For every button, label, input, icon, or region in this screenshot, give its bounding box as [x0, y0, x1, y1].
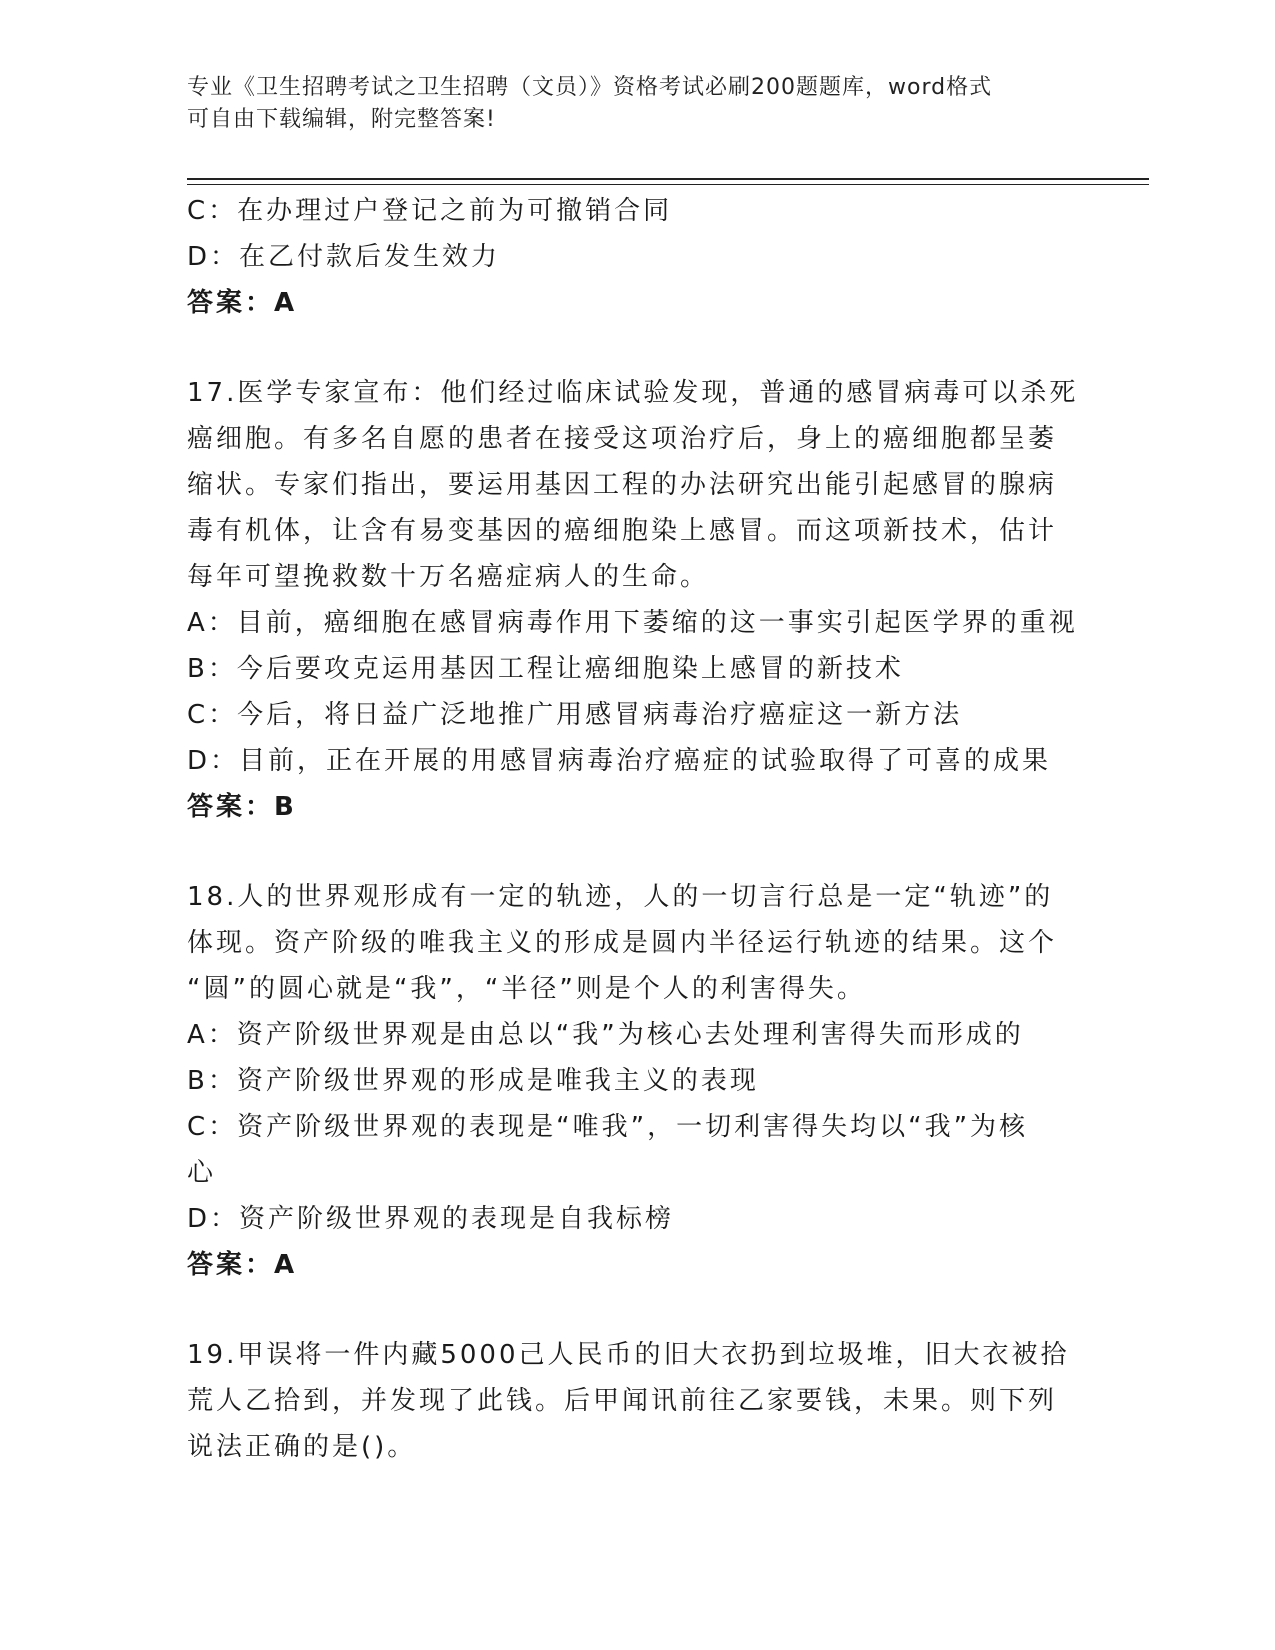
option-c: C：在办理过户登记之前为可撤销合同	[187, 196, 673, 226]
question-18	[187, 874, 1077, 1288]
question-17	[187, 370, 1077, 830]
option-d: D：在乙付款后发生效力	[187, 242, 501, 272]
question-stem-line: 每年可望挽救数十万名癌症病人的生命。	[187, 562, 710, 592]
option-b: B：今后要攻克运用基因工程让癌细胞染上感冒的新技术	[187, 654, 904, 684]
answer-label: 答案：B	[187, 792, 297, 822]
option-d: D：目前，正在开展的用感冒病毒治疗癌症的试验取得了可喜的成果	[187, 746, 1052, 776]
spacer	[187, 326, 1077, 370]
answer-label: 答案：A	[187, 1250, 298, 1280]
question-16-continued	[187, 188, 1077, 326]
question-stem-line: 癌细胞。有多名自愿的患者在接受这项治疗后，身上的癌细胞都呈萎	[187, 424, 1058, 454]
spacer	[187, 1288, 1077, 1332]
header-divider-thick	[187, 178, 1149, 180]
option-c: C：今后，将日益广泛地推广用感冒病毒治疗癌症这一新方法	[187, 700, 963, 730]
option-b: B：资产阶级世界观的形成是唯我主义的表现	[187, 1066, 759, 1096]
question-stem-line: 17.医学专家宣布：他们经过临床试验发现，普通的感冒病毒可以杀死	[187, 378, 1079, 408]
question-stem-line: 19.甲误将一件内藏5000己人民币的旧大衣扔到垃圾堆，旧大衣被拾	[187, 1340, 1070, 1370]
option-c: C：资产阶级世界观的表现是“唯我”，一切利害得失均以“我”为核	[187, 1112, 1029, 1142]
question-stem-line: 说法正确的是()。	[187, 1432, 417, 1462]
option-d: D：资产阶级世界观的表现是自我标榜	[187, 1204, 675, 1234]
option-a: A：资产阶级世界观是由总以“我”为核心去处理利害得失而形成的	[187, 1020, 1024, 1050]
question-19	[187, 1332, 1077, 1470]
question-stem-line: 18.人的世界观形成有一定的轨迹，人的一切言行总是一定“轨迹”的	[187, 882, 1054, 912]
option-a: A：目前，癌细胞在感冒病毒作用下萎缩的这一事实引起医学界的重视	[187, 608, 1078, 638]
header-divider-thin	[187, 184, 1149, 185]
question-stem-line: 体现。资产阶级的唯我主义的形成是圆内半径运行轨迹的结果。这个	[187, 928, 1058, 958]
header-title-line-1: 专业《卫生招聘考试之卫生招聘（文员）》资格考试必刷200题题库，word格式	[187, 75, 993, 100]
option-c-continued: 心	[187, 1158, 217, 1188]
header-title-line-2: 可自由下载编辑，附完整答案!	[187, 107, 496, 132]
answer-label: 答案：A	[187, 288, 298, 318]
question-stem-line: 缩状。专家们指出，要运用基因工程的办法研究出能引起感冒的腺病	[187, 470, 1058, 500]
document-body	[187, 188, 1077, 1470]
question-stem-line: 荒人乙拾到，并发现了此钱。后甲闻讯前往乙家要钱，未果。则下列	[187, 1386, 1058, 1416]
question-stem-line: 毒有机体，让含有易变基因的癌细胞染上感冒。而这项新技术，估计	[187, 516, 1058, 546]
document-header	[187, 72, 1067, 136]
spacer	[187, 830, 1077, 874]
question-stem-line: “圆”的圆心就是“我”，“半径”则是个人的利害得失。	[187, 974, 866, 1004]
